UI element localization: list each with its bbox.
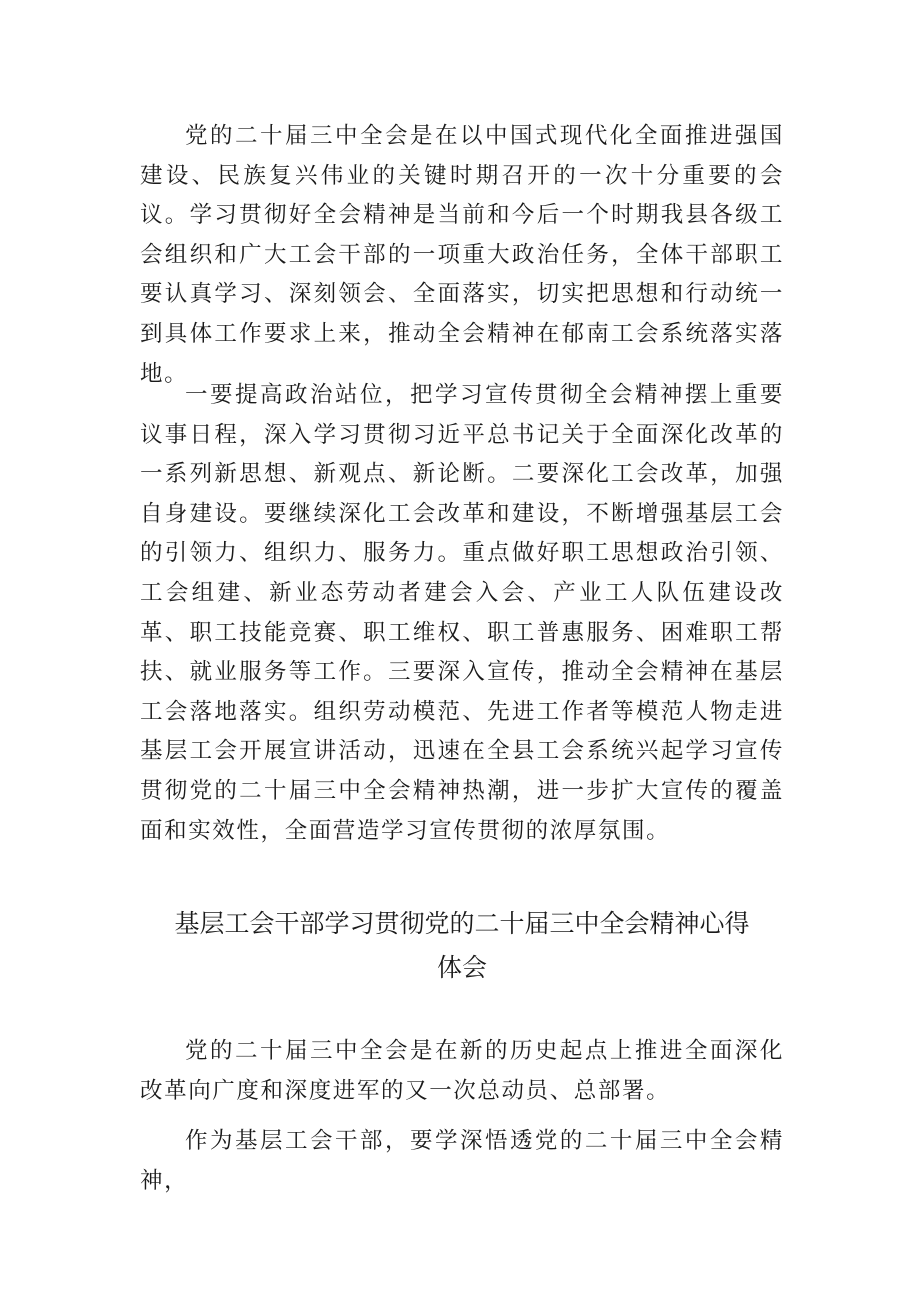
body-paragraph: 作为基层工会干部，要学深悟透党的二十届三中全会精神， (140, 1128, 784, 1194)
body-paragraph: 党的二十届三中全会是在以中国式现代化全面推进强国建设、民族复兴伟业的关键时期召开的一次十分重要的会议。学习贯彻好全会精神是当前和今后一个时期我县各级工会组织和广大工会干部的一项重大政治任务，全体干部职工要认真学习、深刻领会、全面落实，切实把思想和行动统一到具体工作要求上来，推动全会精神在郁南工会系统落实落地。 (140, 123, 784, 387)
section-title-line: 基层工会干部学习贯彻党的二十届三中全会精神心得 (174, 909, 750, 938)
section-title-line: 体会 (436, 953, 487, 982)
body-paragraph: 一要提高政治站位，把学习宣传贯彻全会精神摆上重要议事日程，深入学习贯彻习近平总书记关于全面深化改革的一系列新思想、新观点、新论断。二要深化工会改革，加强自身建设。要继续深化工会改革和建设，不断增强基层工会的引领力、组织力、服务力。重点做好职工思想政治引领、工会组建、新业态劳动者建会入会、产业工人队伍建设改革、职工技能竞赛、职工维权、职工普惠服务、困难职工帮扶、就业服务等工作。三要深入宣传，推动全会精神在基层工会落地落实。组织劳动模范、先进工作者等模范人物走进基层工会开展宣讲活动，迅速在全县工会系统兴起学习宣传贯彻党的二十届三中全会精神热潮，进一步扩大宣传的覆盖面和实效性，全面营造学习宣传贯彻的浓厚氛围。 (140, 382, 784, 844)
section-title (140, 902, 784, 990)
body-paragraph: 党的二十届三中全会是在新的历史起点上推进全面深化改革向广度和深度进军的又一次总动员、总部署。 (140, 1038, 784, 1104)
